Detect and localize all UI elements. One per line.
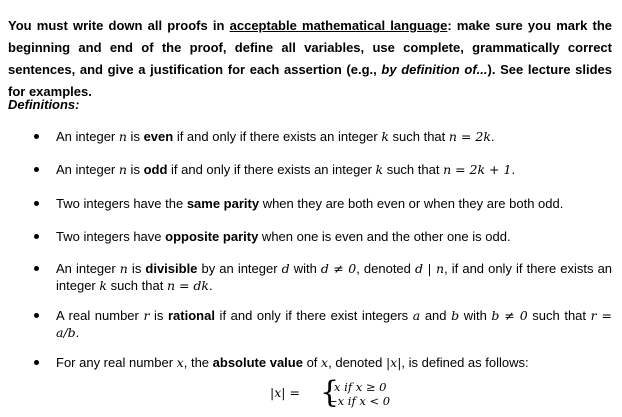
term-odd: odd (143, 162, 168, 177)
term-divisible: divisible (145, 261, 198, 276)
bullet-icon (34, 134, 39, 139)
definition-even: An integer n is even if and only if there exists an integer k such that n = 2k. (56, 128, 612, 145)
definition-opposite-parity: Two integers have opposite parity when one is even and the other one is odd. (56, 228, 612, 245)
term-same-parity: same parity (186, 196, 260, 211)
definition-odd: An integer n is odd if and only if there exists an integer k such that n = 2k + 1. (56, 161, 612, 178)
instructions-emphasis: by definition of... (381, 62, 488, 77)
left-brace-icon: { (320, 375, 340, 410)
formula-case-1: x if x ≥ 0 (334, 380, 387, 394)
instructions-text-3: ). See lecture slides for examples. (8, 62, 612, 99)
bullet-icon (34, 266, 39, 271)
term-absolute-value: absolute value (212, 355, 303, 370)
bullet-icon (34, 360, 39, 365)
instructions-text-1: You must write down all proofs in (8, 18, 230, 33)
bullet-icon (34, 234, 39, 239)
definition-divisible: An integer n is divisible by an integer d with d ≠ 0, denoted d | n, if and only if there exists an integer k such that n = dk. (56, 260, 612, 294)
term-opposite-parity: opposite parity (165, 229, 259, 244)
bullet-icon (34, 201, 39, 206)
formula-lhs: |x| = (270, 385, 300, 400)
instructions-text-2: : make sure you mark the beginning and end of the proof, define all variables, use complete, grammatically correct sentences, and give a justification for each assertion (e.g., (8, 18, 612, 77)
bullet-icon (34, 313, 39, 318)
definitions-heading: Definitions: (8, 97, 80, 112)
definition-rational: A real number r is rational if and only if there exist integers a and b with b ≠ 0 such that r = a/b. (56, 307, 612, 341)
definition-same-parity: Two integers have the same parity when they are both even or when they are both odd. (56, 195, 612, 212)
formula-case-2: −x if x < 0 (328, 394, 391, 408)
bullet-icon (34, 167, 39, 172)
term-even: even (143, 129, 174, 144)
acceptable-language-link[interactable]: acceptable mathematical language (229, 18, 448, 33)
definition-absolute-value: For any real number x, the absolute value of x, denoted |x|, is defined as follows: (56, 354, 612, 371)
term-rational: rational (168, 308, 215, 323)
instructions-paragraph (8, 15, 612, 103)
